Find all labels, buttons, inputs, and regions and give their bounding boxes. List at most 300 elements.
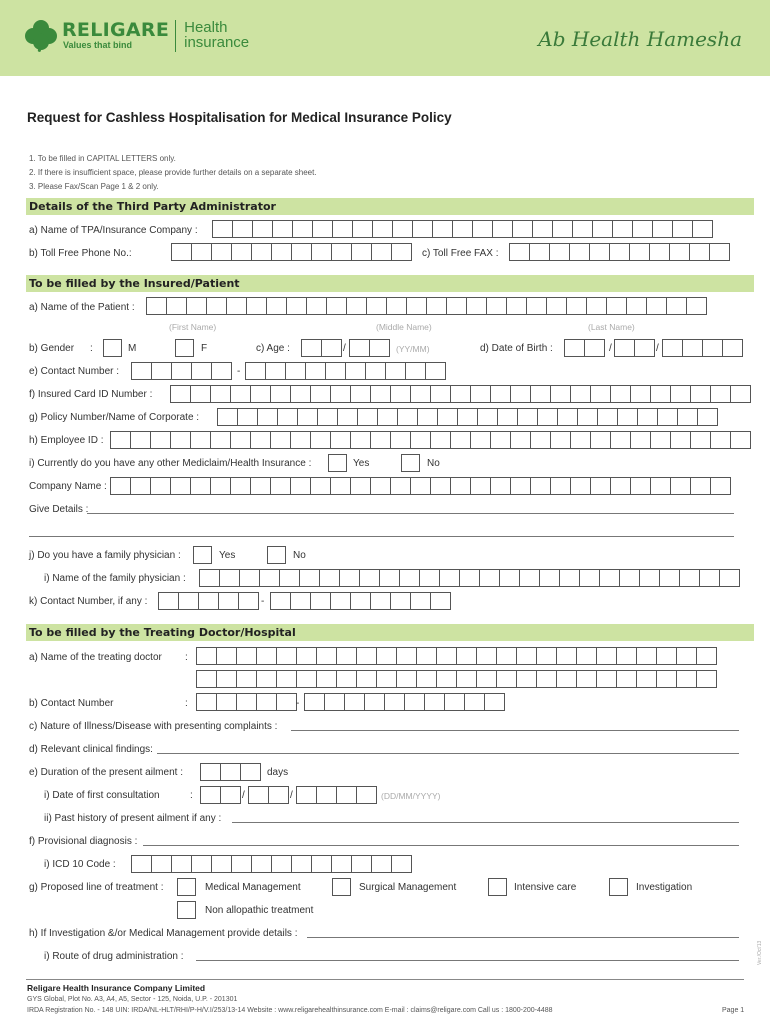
char-box[interactable] bbox=[226, 297, 247, 315]
char-box[interactable] bbox=[710, 385, 731, 403]
doctor-contact-std-boxes[interactable] bbox=[197, 693, 300, 711]
char-box[interactable] bbox=[436, 647, 457, 665]
char-box[interactable] bbox=[190, 477, 211, 495]
char-box[interactable] bbox=[206, 297, 227, 315]
char-box[interactable] bbox=[256, 693, 277, 711]
char-box[interactable] bbox=[456, 647, 477, 665]
char-box[interactable] bbox=[676, 647, 697, 665]
char-box[interactable] bbox=[556, 647, 577, 665]
char-box[interactable] bbox=[590, 477, 611, 495]
char-box[interactable] bbox=[296, 786, 317, 804]
char-box[interactable] bbox=[556, 670, 577, 688]
give-details-line-1[interactable] bbox=[87, 513, 734, 514]
char-box[interactable] bbox=[709, 243, 730, 261]
char-box[interactable] bbox=[619, 569, 640, 587]
char-box[interactable] bbox=[330, 592, 351, 610]
char-box[interactable] bbox=[559, 569, 580, 587]
first-consultation-year-boxes[interactable] bbox=[297, 786, 377, 804]
char-box[interactable] bbox=[390, 431, 411, 449]
char-box[interactable] bbox=[697, 408, 718, 426]
char-box[interactable] bbox=[470, 431, 491, 449]
char-box[interactable] bbox=[211, 362, 232, 380]
char-box[interactable] bbox=[131, 362, 152, 380]
char-box[interactable] bbox=[616, 670, 637, 688]
char-box[interactable] bbox=[459, 569, 480, 587]
char-box[interactable] bbox=[450, 477, 471, 495]
char-box[interactable] bbox=[330, 385, 351, 403]
char-box[interactable] bbox=[311, 243, 332, 261]
char-box[interactable] bbox=[630, 385, 651, 403]
char-box[interactable] bbox=[639, 569, 660, 587]
char-box[interactable] bbox=[476, 670, 497, 688]
char-box[interactable] bbox=[430, 592, 451, 610]
char-box[interactable] bbox=[198, 592, 219, 610]
char-box[interactable] bbox=[426, 297, 447, 315]
char-box[interactable] bbox=[218, 592, 239, 610]
char-box[interactable] bbox=[597, 408, 618, 426]
char-box[interactable] bbox=[479, 569, 500, 587]
char-box[interactable] bbox=[211, 855, 232, 873]
age-months-boxes[interactable] bbox=[350, 339, 390, 357]
route-of-drug-line[interactable] bbox=[196, 960, 739, 961]
char-box[interactable] bbox=[610, 477, 631, 495]
char-box[interactable] bbox=[170, 431, 191, 449]
char-box[interactable] bbox=[312, 220, 333, 238]
char-box[interactable] bbox=[456, 670, 477, 688]
char-box[interactable] bbox=[276, 670, 297, 688]
char-box[interactable] bbox=[672, 220, 693, 238]
char-box[interactable] bbox=[150, 477, 171, 495]
char-box[interactable] bbox=[702, 339, 723, 357]
char-box[interactable] bbox=[216, 647, 237, 665]
char-box[interactable] bbox=[662, 339, 683, 357]
char-box[interactable] bbox=[496, 670, 517, 688]
char-box[interactable] bbox=[350, 477, 371, 495]
char-box[interactable] bbox=[490, 385, 511, 403]
char-box[interactable] bbox=[486, 297, 507, 315]
char-box[interactable] bbox=[452, 220, 473, 238]
char-box[interactable] bbox=[310, 431, 331, 449]
char-box[interactable] bbox=[390, 477, 411, 495]
char-box[interactable] bbox=[614, 339, 635, 357]
char-box[interactable] bbox=[131, 855, 152, 873]
other-insurance-no-checkbox[interactable] bbox=[401, 454, 420, 472]
char-box[interactable] bbox=[370, 431, 391, 449]
char-box[interactable] bbox=[634, 339, 655, 357]
char-box[interactable] bbox=[316, 670, 337, 688]
char-box[interactable] bbox=[191, 243, 212, 261]
char-box[interactable] bbox=[351, 243, 372, 261]
char-box[interactable] bbox=[366, 297, 387, 315]
char-box[interactable] bbox=[396, 647, 417, 665]
char-box[interactable] bbox=[550, 431, 571, 449]
char-box[interactable] bbox=[364, 693, 385, 711]
investigation-details-line[interactable] bbox=[307, 937, 739, 938]
char-box[interactable] bbox=[290, 385, 311, 403]
char-box[interactable] bbox=[730, 431, 751, 449]
char-box[interactable] bbox=[670, 431, 691, 449]
char-box[interactable] bbox=[299, 569, 320, 587]
char-box[interactable] bbox=[245, 362, 266, 380]
char-box[interactable] bbox=[536, 647, 557, 665]
char-box[interactable] bbox=[499, 569, 520, 587]
char-box[interactable] bbox=[344, 693, 365, 711]
char-box[interactable] bbox=[730, 385, 751, 403]
char-box[interactable] bbox=[270, 477, 291, 495]
char-box[interactable] bbox=[170, 385, 191, 403]
char-box[interactable] bbox=[636, 647, 657, 665]
physician-contact-number-boxes[interactable] bbox=[271, 592, 451, 610]
tpa-name-boxes[interactable] bbox=[213, 220, 713, 238]
char-box[interactable] bbox=[372, 220, 393, 238]
char-box[interactable] bbox=[216, 670, 237, 688]
char-box[interactable] bbox=[336, 670, 357, 688]
provisional-diagnosis-line[interactable] bbox=[143, 845, 739, 846]
char-box[interactable] bbox=[710, 477, 731, 495]
char-box[interactable] bbox=[350, 592, 371, 610]
char-box[interactable] bbox=[616, 647, 637, 665]
char-box[interactable] bbox=[130, 431, 151, 449]
char-box[interactable] bbox=[391, 243, 412, 261]
char-box[interactable] bbox=[371, 243, 392, 261]
char-box[interactable] bbox=[210, 431, 231, 449]
char-box[interactable] bbox=[200, 763, 221, 781]
char-box[interactable] bbox=[464, 693, 485, 711]
char-box[interactable] bbox=[710, 431, 731, 449]
contact-std-boxes[interactable] bbox=[132, 362, 232, 380]
char-box[interactable] bbox=[230, 431, 251, 449]
char-box[interactable] bbox=[230, 385, 251, 403]
char-box[interactable] bbox=[569, 243, 590, 261]
char-box[interactable] bbox=[410, 592, 431, 610]
investigation-checkbox[interactable] bbox=[609, 878, 628, 896]
char-box[interactable] bbox=[311, 855, 332, 873]
first-consultation-month-boxes[interactable] bbox=[249, 786, 289, 804]
char-box[interactable] bbox=[570, 431, 591, 449]
char-box[interactable] bbox=[690, 385, 711, 403]
char-box[interactable] bbox=[564, 339, 585, 357]
char-box[interactable] bbox=[350, 431, 371, 449]
char-box[interactable] bbox=[251, 243, 272, 261]
non-allopathic-checkbox[interactable] bbox=[177, 901, 196, 919]
char-box[interactable] bbox=[297, 408, 318, 426]
char-box[interactable] bbox=[610, 385, 631, 403]
char-box[interactable] bbox=[550, 385, 571, 403]
intensive-care-checkbox[interactable] bbox=[488, 878, 507, 896]
char-box[interactable] bbox=[370, 477, 391, 495]
char-box[interactable] bbox=[290, 477, 311, 495]
char-box[interactable] bbox=[316, 647, 337, 665]
char-box[interactable] bbox=[679, 569, 700, 587]
char-box[interactable] bbox=[270, 592, 291, 610]
past-history-line[interactable] bbox=[232, 822, 739, 823]
char-box[interactable] bbox=[599, 569, 620, 587]
char-box[interactable] bbox=[301, 339, 322, 357]
icd-code-boxes[interactable] bbox=[132, 855, 412, 873]
char-box[interactable] bbox=[649, 243, 670, 261]
char-box[interactable] bbox=[570, 385, 591, 403]
char-box[interactable] bbox=[349, 339, 370, 357]
char-box[interactable] bbox=[365, 362, 386, 380]
char-box[interactable] bbox=[270, 431, 291, 449]
char-box[interactable] bbox=[220, 763, 241, 781]
char-box[interactable] bbox=[490, 431, 511, 449]
char-box[interactable] bbox=[416, 670, 437, 688]
char-box[interactable] bbox=[516, 670, 537, 688]
employee-id-boxes[interactable] bbox=[111, 431, 751, 449]
char-box[interactable] bbox=[110, 431, 131, 449]
nature-of-illness-line[interactable] bbox=[291, 730, 739, 731]
char-box[interactable] bbox=[171, 243, 192, 261]
char-box[interactable] bbox=[484, 693, 505, 711]
char-box[interactable] bbox=[696, 647, 717, 665]
char-box[interactable] bbox=[410, 431, 431, 449]
physician-name-boxes[interactable] bbox=[200, 569, 740, 587]
give-details-line-2[interactable] bbox=[29, 536, 734, 537]
char-box[interactable] bbox=[446, 297, 467, 315]
char-box[interactable] bbox=[271, 243, 292, 261]
char-box[interactable] bbox=[385, 362, 406, 380]
char-box[interactable] bbox=[170, 477, 191, 495]
dob-year-boxes[interactable] bbox=[663, 339, 743, 357]
char-box[interactable] bbox=[577, 408, 598, 426]
char-box[interactable] bbox=[337, 408, 358, 426]
char-box[interactable] bbox=[432, 220, 453, 238]
char-box[interactable] bbox=[590, 385, 611, 403]
char-box[interactable] bbox=[130, 477, 151, 495]
char-box[interactable] bbox=[430, 431, 451, 449]
char-box[interactable] bbox=[519, 569, 540, 587]
clinical-findings-line[interactable] bbox=[157, 753, 739, 754]
char-box[interactable] bbox=[406, 297, 427, 315]
char-box[interactable] bbox=[330, 477, 351, 495]
char-box[interactable] bbox=[457, 408, 478, 426]
char-box[interactable] bbox=[230, 477, 251, 495]
char-box[interactable] bbox=[596, 647, 617, 665]
char-box[interactable] bbox=[677, 408, 698, 426]
char-box[interactable] bbox=[339, 569, 360, 587]
doctor-name-boxes-row-2[interactable] bbox=[197, 670, 717, 688]
char-box[interactable] bbox=[536, 670, 557, 688]
char-box[interactable] bbox=[219, 569, 240, 587]
char-box[interactable] bbox=[291, 855, 312, 873]
medical-management-checkbox[interactable] bbox=[177, 878, 196, 896]
char-box[interactable] bbox=[539, 569, 560, 587]
char-box[interactable] bbox=[510, 477, 531, 495]
char-box[interactable] bbox=[609, 243, 630, 261]
char-box[interactable] bbox=[231, 243, 252, 261]
char-box[interactable] bbox=[412, 220, 433, 238]
char-box[interactable] bbox=[272, 220, 293, 238]
char-box[interactable] bbox=[391, 855, 412, 873]
char-box[interactable] bbox=[266, 297, 287, 315]
char-box[interactable] bbox=[646, 297, 667, 315]
char-box[interactable] bbox=[530, 385, 551, 403]
char-box[interactable] bbox=[336, 647, 357, 665]
contact-number-boxes[interactable] bbox=[246, 362, 446, 380]
char-box[interactable] bbox=[417, 408, 438, 426]
char-box[interactable] bbox=[250, 385, 271, 403]
char-box[interactable] bbox=[692, 220, 713, 238]
char-box[interactable] bbox=[497, 408, 518, 426]
char-box[interactable] bbox=[292, 220, 313, 238]
char-box[interactable] bbox=[199, 569, 220, 587]
char-box[interactable] bbox=[419, 569, 440, 587]
char-box[interactable] bbox=[325, 362, 346, 380]
char-box[interactable] bbox=[276, 693, 300, 711]
char-box[interactable] bbox=[699, 569, 720, 587]
char-box[interactable] bbox=[324, 693, 345, 711]
char-box[interactable] bbox=[237, 408, 258, 426]
char-box[interactable] bbox=[252, 220, 273, 238]
char-box[interactable] bbox=[510, 431, 531, 449]
char-box[interactable] bbox=[270, 385, 291, 403]
char-box[interactable] bbox=[610, 431, 631, 449]
char-box[interactable] bbox=[304, 693, 325, 711]
char-box[interactable] bbox=[350, 385, 371, 403]
char-box[interactable] bbox=[437, 408, 458, 426]
char-box[interactable] bbox=[584, 339, 605, 357]
char-box[interactable] bbox=[612, 220, 633, 238]
char-box[interactable] bbox=[290, 431, 311, 449]
char-box[interactable] bbox=[257, 408, 278, 426]
char-box[interactable] bbox=[351, 855, 372, 873]
char-box[interactable] bbox=[436, 670, 457, 688]
duration-boxes[interactable] bbox=[201, 763, 261, 781]
char-box[interactable] bbox=[392, 220, 413, 238]
char-box[interactable] bbox=[496, 647, 517, 665]
char-box[interactable] bbox=[529, 243, 550, 261]
char-box[interactable] bbox=[410, 477, 431, 495]
char-box[interactable] bbox=[236, 647, 257, 665]
char-box[interactable] bbox=[310, 385, 331, 403]
char-box[interactable] bbox=[650, 431, 671, 449]
char-box[interactable] bbox=[265, 362, 286, 380]
char-box[interactable] bbox=[557, 408, 578, 426]
char-box[interactable] bbox=[166, 297, 187, 315]
char-box[interactable] bbox=[589, 243, 610, 261]
char-box[interactable] bbox=[196, 670, 217, 688]
char-box[interactable] bbox=[232, 220, 253, 238]
char-box[interactable] bbox=[617, 408, 638, 426]
char-box[interactable] bbox=[570, 477, 591, 495]
char-box[interactable] bbox=[240, 763, 261, 781]
char-box[interactable] bbox=[376, 670, 397, 688]
char-box[interactable] bbox=[279, 569, 300, 587]
char-box[interactable] bbox=[370, 592, 391, 610]
char-box[interactable] bbox=[359, 569, 380, 587]
patient-name-boxes[interactable] bbox=[147, 297, 707, 315]
family-physician-no-checkbox[interactable] bbox=[267, 546, 286, 564]
char-box[interactable] bbox=[296, 670, 317, 688]
char-box[interactable] bbox=[186, 297, 207, 315]
char-box[interactable] bbox=[676, 670, 697, 688]
char-box[interactable] bbox=[532, 220, 553, 238]
char-box[interactable] bbox=[669, 243, 690, 261]
char-box[interactable] bbox=[276, 647, 297, 665]
char-box[interactable] bbox=[259, 569, 280, 587]
char-box[interactable] bbox=[376, 647, 397, 665]
char-box[interactable] bbox=[210, 477, 231, 495]
char-box[interactable] bbox=[397, 408, 418, 426]
char-box[interactable] bbox=[666, 297, 687, 315]
char-box[interactable] bbox=[256, 670, 277, 688]
char-box[interactable] bbox=[248, 786, 269, 804]
char-box[interactable] bbox=[477, 408, 498, 426]
char-box[interactable] bbox=[277, 408, 298, 426]
char-box[interactable] bbox=[590, 431, 611, 449]
char-box[interactable] bbox=[490, 477, 511, 495]
char-box[interactable] bbox=[356, 647, 377, 665]
char-box[interactable] bbox=[250, 431, 271, 449]
char-box[interactable] bbox=[357, 408, 378, 426]
char-box[interactable] bbox=[286, 297, 307, 315]
char-box[interactable] bbox=[296, 647, 317, 665]
char-box[interactable] bbox=[430, 385, 451, 403]
char-box[interactable] bbox=[416, 647, 437, 665]
char-box[interactable] bbox=[722, 339, 743, 357]
char-box[interactable] bbox=[369, 339, 390, 357]
char-box[interactable] bbox=[690, 431, 711, 449]
char-box[interactable] bbox=[606, 297, 627, 315]
char-box[interactable] bbox=[626, 297, 647, 315]
char-box[interactable] bbox=[217, 408, 238, 426]
char-box[interactable] bbox=[526, 297, 547, 315]
char-box[interactable] bbox=[196, 693, 217, 711]
char-box[interactable] bbox=[251, 855, 272, 873]
char-box[interactable] bbox=[470, 477, 491, 495]
char-box[interactable] bbox=[352, 220, 373, 238]
char-box[interactable] bbox=[696, 670, 717, 688]
char-box[interactable] bbox=[682, 339, 703, 357]
char-box[interactable] bbox=[689, 243, 710, 261]
char-box[interactable] bbox=[158, 592, 179, 610]
char-box[interactable] bbox=[319, 569, 340, 587]
char-box[interactable] bbox=[317, 408, 338, 426]
dob-month-boxes[interactable] bbox=[615, 339, 655, 357]
char-box[interactable] bbox=[537, 408, 558, 426]
char-box[interactable] bbox=[321, 339, 342, 357]
char-box[interactable] bbox=[236, 670, 257, 688]
char-box[interactable] bbox=[210, 385, 231, 403]
toll-free-fax-boxes[interactable] bbox=[510, 243, 730, 261]
char-box[interactable] bbox=[110, 477, 131, 495]
char-box[interactable] bbox=[371, 855, 392, 873]
char-box[interactable] bbox=[546, 297, 567, 315]
char-box[interactable] bbox=[171, 362, 192, 380]
char-box[interactable] bbox=[331, 243, 352, 261]
char-box[interactable] bbox=[629, 243, 650, 261]
char-box[interactable] bbox=[636, 670, 657, 688]
char-box[interactable] bbox=[396, 670, 417, 688]
char-box[interactable] bbox=[330, 431, 351, 449]
char-box[interactable] bbox=[356, 670, 377, 688]
char-box[interactable] bbox=[236, 693, 257, 711]
family-physician-yes-checkbox[interactable] bbox=[193, 546, 212, 564]
char-box[interactable] bbox=[377, 408, 398, 426]
char-box[interactable] bbox=[196, 647, 217, 665]
char-box[interactable] bbox=[630, 431, 651, 449]
char-box[interactable] bbox=[404, 693, 425, 711]
char-box[interactable] bbox=[586, 297, 607, 315]
other-insurance-yes-checkbox[interactable] bbox=[328, 454, 347, 472]
char-box[interactable] bbox=[256, 647, 277, 665]
gender-male-checkbox[interactable] bbox=[103, 339, 122, 357]
char-box[interactable] bbox=[552, 220, 573, 238]
char-box[interactable] bbox=[146, 297, 167, 315]
char-box[interactable] bbox=[630, 477, 651, 495]
char-box[interactable] bbox=[171, 855, 192, 873]
